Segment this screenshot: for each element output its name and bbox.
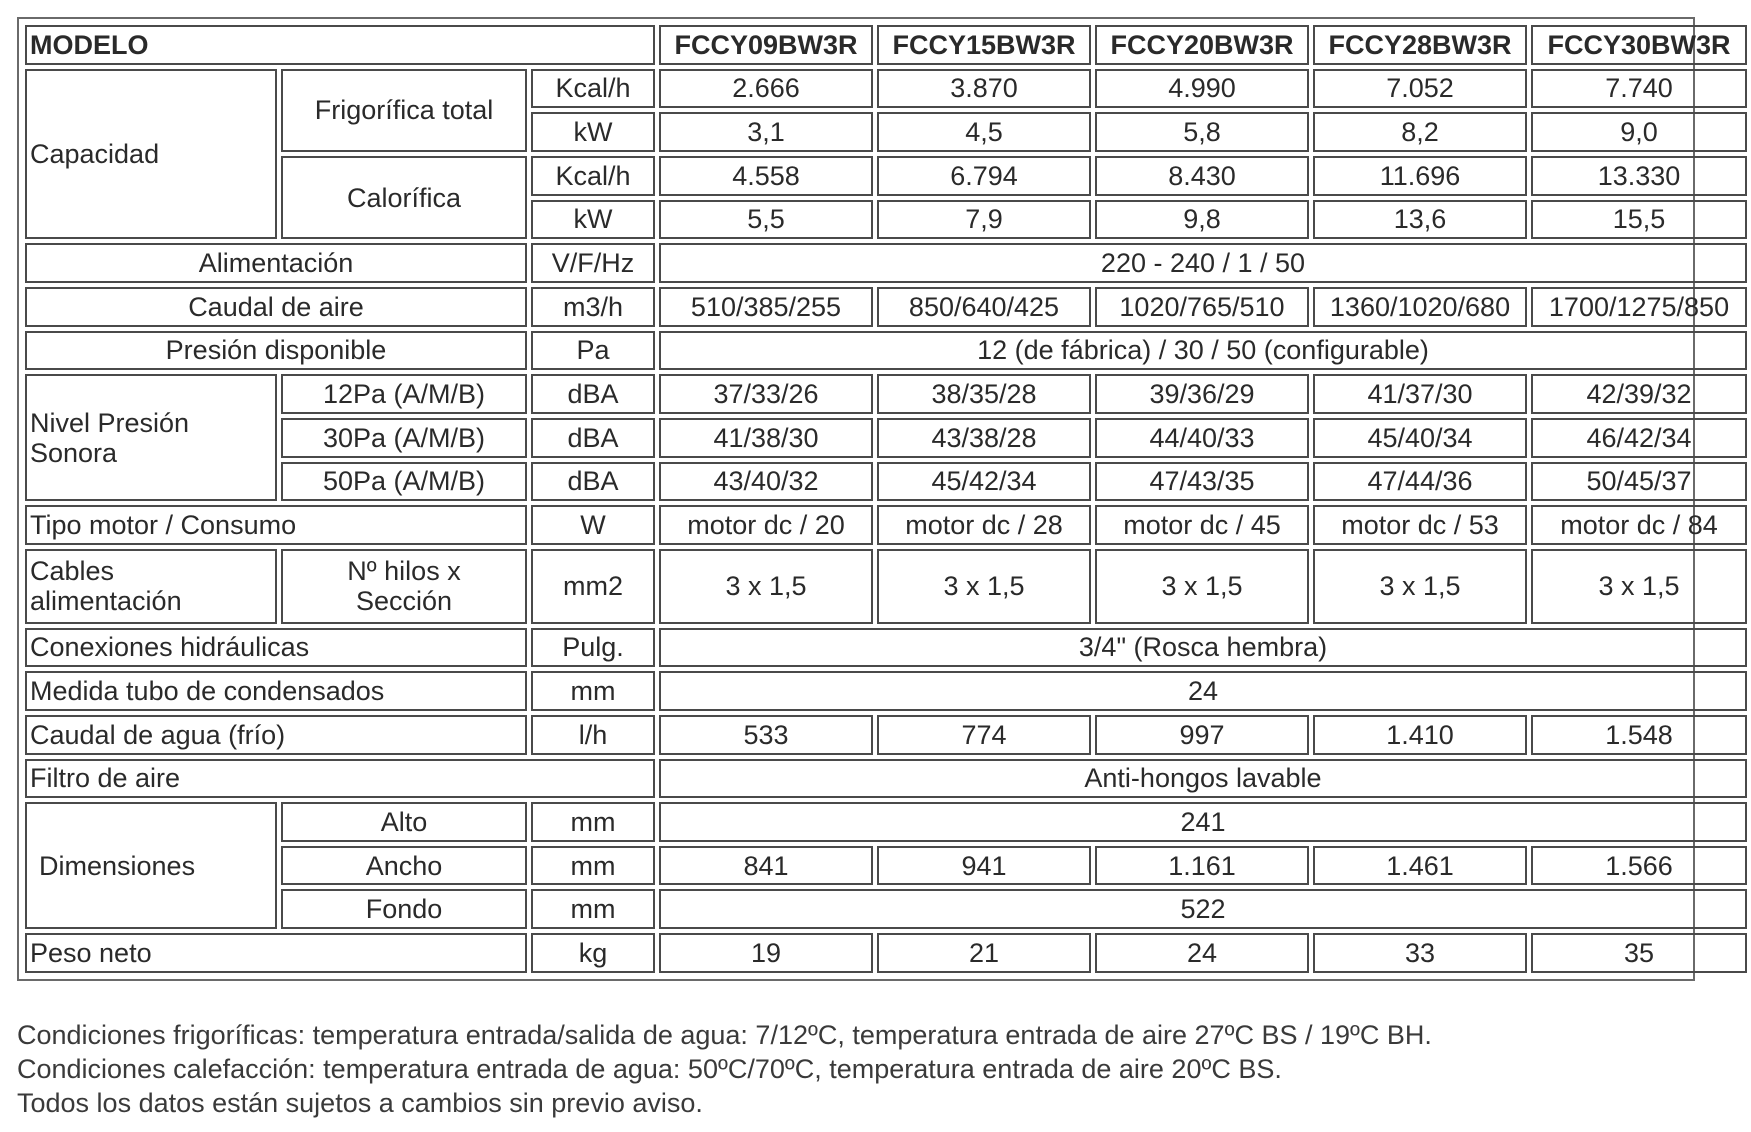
value-cell: 4.558 <box>659 156 873 196</box>
sub-label: Ancho <box>281 846 527 886</box>
row-dim-alto <box>25 802 1747 842</box>
row-sonoro-30 <box>25 418 1747 458</box>
value-cell: 42/39/32 <box>1531 374 1747 414</box>
value-cell: 45/42/34 <box>877 462 1091 502</box>
value-cell: 3.870 <box>877 69 1091 109</box>
row-conexiones <box>25 628 1747 668</box>
condensados-value: 24 <box>659 671 1747 711</box>
row-modelo <box>25 25 1747 65</box>
unit-cell: V/F/Hz <box>531 243 655 283</box>
value-cell: 5,8 <box>1095 112 1309 152</box>
value-cell: 21 <box>877 933 1091 973</box>
value-cell: 3 x 1,5 <box>1095 549 1309 624</box>
value-cell: 941 <box>877 846 1091 886</box>
unit-cell: Pulg. <box>531 628 655 668</box>
value-cell: 1700/1275/850 <box>1531 287 1747 327</box>
row-sonoro-12 <box>25 374 1747 414</box>
value-cell: 13,6 <box>1313 200 1527 240</box>
model-header: FCCY28BW3R <box>1313 25 1527 65</box>
spec-table <box>21 21 1751 977</box>
unit-cell: m3/h <box>531 287 655 327</box>
value-cell: 35 <box>1531 933 1747 973</box>
value-cell: 47/43/35 <box>1095 462 1309 502</box>
value-cell: 24 <box>1095 933 1309 973</box>
value-cell: 3 x 1,5 <box>1531 549 1747 624</box>
value-cell: 41/37/30 <box>1313 374 1527 414</box>
value-cell: 9,8 <box>1095 200 1309 240</box>
unit-cell: Kcal/h <box>531 69 655 109</box>
caudal-agua-label: Caudal de agua (frío) <box>25 715 527 755</box>
conexiones-label: Conexiones hidráulicas <box>25 628 527 668</box>
model-header: FCCY20BW3R <box>1095 25 1309 65</box>
value-cell: 33 <box>1313 933 1527 973</box>
value-cell: 3,1 <box>659 112 873 152</box>
cables-sub-line2: Sección <box>355 586 453 617</box>
footnotes <box>17 1018 1697 1120</box>
value-cell: 15,5 <box>1531 200 1747 240</box>
conexiones-value: 3/4" (Rosca hembra) <box>659 628 1747 668</box>
value-cell: 41/38/30 <box>659 418 873 458</box>
model-header: FCCY30BW3R <box>1531 25 1747 65</box>
value-cell: 1.566 <box>1531 846 1747 886</box>
unit-cell: mm <box>531 889 655 929</box>
condensados-label: Medida tubo de condensados <box>25 671 527 711</box>
unit-cell: kg <box>531 933 655 973</box>
unit-cell: dBA <box>531 418 655 458</box>
value-cell: 47/44/36 <box>1313 462 1527 502</box>
value-cell: motor dc / 53 <box>1313 505 1527 545</box>
modelo-label: MODELO <box>25 25 655 65</box>
value-cell: 5,5 <box>659 200 873 240</box>
value-cell: 1.548 <box>1531 715 1747 755</box>
value-cell: 1360/1020/680 <box>1313 287 1527 327</box>
filtro-value: Anti-hongos lavable <box>659 759 1747 799</box>
cables-sub-label <box>281 549 527 624</box>
row-filtro <box>25 759 1747 799</box>
note-disclaimer: Todos los datos están sujetos a cambios sin previo aviso. <box>17 1088 703 1118</box>
value-cell: 1.161 <box>1095 846 1309 886</box>
unit-cell: Kcal/h <box>531 156 655 196</box>
value-cell: 38/35/28 <box>877 374 1091 414</box>
row-alimentacion <box>25 243 1747 283</box>
value-cell: motor dc / 45 <box>1095 505 1309 545</box>
unit-cell: dBA <box>531 462 655 502</box>
sub-label: Alto <box>281 802 527 842</box>
value-cell: 4,5 <box>877 112 1091 152</box>
value-cell: 46/42/34 <box>1531 418 1747 458</box>
unit-cell: dBA <box>531 374 655 414</box>
note-frigorificas: Condiciones frigoríficas: temperatura entrada/salida de agua: 7/12ºC, temperatura entrada de aire 27ºC BS / 19ºC BH. <box>17 1020 1432 1050</box>
value-cell: 11.696 <box>1313 156 1527 196</box>
unit-cell: mm2 <box>531 549 655 624</box>
value-cell: 39/36/29 <box>1095 374 1309 414</box>
value-cell: 7.740 <box>1531 69 1747 109</box>
dimensiones-label: Dimensiones <box>25 802 277 929</box>
row-calorifica-kcal <box>25 156 1747 196</box>
value-cell: 43/40/32 <box>659 462 873 502</box>
cables-line1: Cables <box>30 556 115 587</box>
value-cell: 7.052 <box>1313 69 1527 109</box>
fondo-value: 522 <box>659 889 1747 929</box>
nivel-sonoro-label <box>25 374 277 501</box>
value-cell: 50/45/37 <box>1531 462 1747 502</box>
value-cell: 510/385/255 <box>659 287 873 327</box>
alto-value: 241 <box>659 802 1747 842</box>
value-cell: 2.666 <box>659 69 873 109</box>
value-cell: 850/640/425 <box>877 287 1091 327</box>
nivel-sonoro-line1: Nivel Presión <box>30 407 190 438</box>
value-cell: 841 <box>659 846 873 886</box>
alimentacion-value: 220 - 240 / 1 / 50 <box>659 243 1747 283</box>
value-cell: 3 x 1,5 <box>877 549 1091 624</box>
row-sonoro-50 <box>25 462 1747 502</box>
value-cell: 37/33/26 <box>659 374 873 414</box>
cables-sub-line1: Nº hilos x <box>347 556 461 587</box>
peso-label: Peso neto <box>25 933 527 973</box>
frigorifica-label: Frigorífica total <box>281 69 527 152</box>
value-cell: 44/40/33 <box>1095 418 1309 458</box>
value-cell: 3 x 1,5 <box>659 549 873 624</box>
value-cell: 6.794 <box>877 156 1091 196</box>
sub-label: 50Pa (A/M/B) <box>281 462 527 502</box>
row-dim-ancho <box>25 846 1747 886</box>
row-caudal-aire <box>25 287 1747 327</box>
note-calefaccion: Condiciones calefacción: temperatura entrada de agua: 50ºC/70ºC, temperatura entrada de aire 20ºC BS. <box>17 1054 1282 1084</box>
sub-label: Fondo <box>281 889 527 929</box>
value-cell: 19 <box>659 933 873 973</box>
row-peso <box>25 933 1747 973</box>
value-cell: 4.990 <box>1095 69 1309 109</box>
value-cell: motor dc / 28 <box>877 505 1091 545</box>
value-cell: 13.330 <box>1531 156 1747 196</box>
filtro-label: Filtro de aire <box>25 759 655 799</box>
row-dim-fondo <box>25 889 1747 929</box>
row-frigorifica-kcal <box>25 69 1747 109</box>
value-cell: 997 <box>1095 715 1309 755</box>
cables-label <box>25 549 277 624</box>
row-cables <box>25 549 1747 624</box>
sub-label: 12Pa (A/M/B) <box>281 374 527 414</box>
value-cell: 533 <box>659 715 873 755</box>
unit-cell: W <box>531 505 655 545</box>
value-cell: 8.430 <box>1095 156 1309 196</box>
calorifica-label: Calorífica <box>281 156 527 239</box>
row-motor <box>25 505 1747 545</box>
caudal-aire-label: Caudal de aire <box>25 287 527 327</box>
row-caudal-agua <box>25 715 1747 755</box>
value-cell: motor dc / 84 <box>1531 505 1747 545</box>
row-condensados <box>25 671 1747 711</box>
spec-sheet <box>17 17 1731 981</box>
motor-label: Tipo motor / Consumo <box>25 505 527 545</box>
value-cell: 8,2 <box>1313 112 1527 152</box>
unit-cell: kW <box>531 200 655 240</box>
value-cell: 3 x 1,5 <box>1313 549 1527 624</box>
cables-line2: alimentación <box>30 586 182 617</box>
value-cell: 43/38/28 <box>877 418 1091 458</box>
value-cell: 9,0 <box>1531 112 1747 152</box>
unit-cell: mm <box>531 671 655 711</box>
value-cell: 45/40/34 <box>1313 418 1527 458</box>
value-cell: 1.461 <box>1313 846 1527 886</box>
row-presion <box>25 331 1747 371</box>
value-cell: 1.410 <box>1313 715 1527 755</box>
value-cell: 774 <box>877 715 1091 755</box>
unit-cell: mm <box>531 802 655 842</box>
value-cell: 1020/765/510 <box>1095 287 1309 327</box>
model-header: FCCY15BW3R <box>877 25 1091 65</box>
capacidad-label: Capacidad <box>25 69 277 240</box>
presion-label: Presión disponible <box>25 331 527 371</box>
nivel-sonoro-line2: Sonora <box>30 437 118 468</box>
presion-value: 12 (de fábrica) / 30 / 50 (configurable) <box>659 331 1747 371</box>
unit-cell: l/h <box>531 715 655 755</box>
unit-cell: mm <box>531 846 655 886</box>
unit-cell: kW <box>531 112 655 152</box>
model-header: FCCY09BW3R <box>659 25 873 65</box>
value-cell: motor dc / 20 <box>659 505 873 545</box>
sub-label: 30Pa (A/M/B) <box>281 418 527 458</box>
unit-cell: Pa <box>531 331 655 371</box>
alimentacion-label: Alimentación <box>25 243 527 283</box>
value-cell: 7,9 <box>877 200 1091 240</box>
